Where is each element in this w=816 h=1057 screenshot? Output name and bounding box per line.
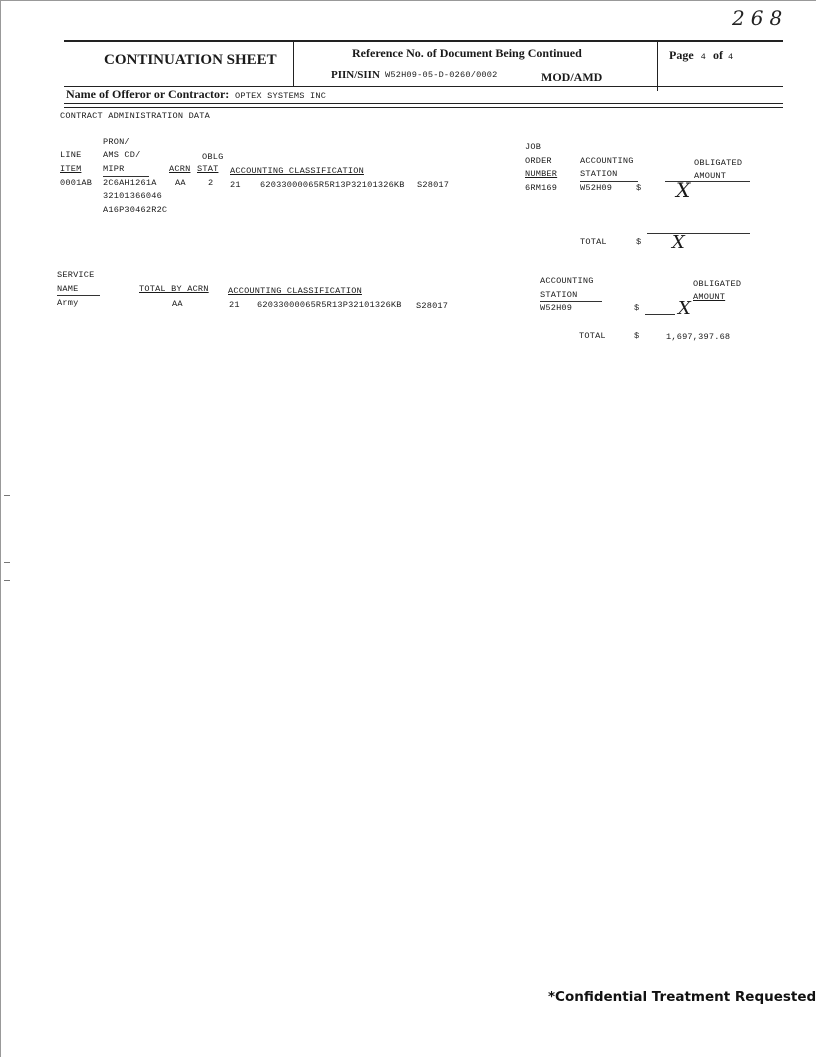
header-line-item: LINE [60, 150, 82, 160]
header-underline [103, 176, 149, 177]
header-oblg-stat: OBLG [202, 152, 224, 162]
total-currency: $ [634, 331, 640, 341]
offeror-label: Name of Offeror or Contractor: [66, 87, 230, 101]
section-rule [64, 107, 783, 108]
header-divider [657, 41, 658, 91]
header-pron: PRON/ [103, 137, 130, 147]
header-accounting-station: ACCOUNTING [540, 276, 594, 286]
oblg-stat-value: 2 [208, 178, 214, 188]
total-label: TOTAL [580, 237, 607, 247]
header-job-order: NUMBER [525, 169, 558, 179]
header-oblg-stat: STAT [197, 164, 219, 174]
currency-symbol: $ [634, 303, 640, 313]
pron-value: 2C6AH1261A [103, 178, 157, 188]
header-divider [293, 41, 294, 86]
station-value: W52H09 [580, 183, 613, 193]
header-obligated-amount: AMOUNT [694, 171, 727, 181]
header-total-by-acrn: TOTAL BY ACRN [139, 284, 209, 294]
offeror-value: OPTEX SYSTEMS INC [235, 91, 327, 101]
class-code-value: 21 [229, 300, 240, 310]
page-left-edge [0, 0, 1, 1057]
line-item-value: 0001AB [60, 178, 93, 188]
header-line-item: ITEM [60, 164, 82, 174]
amount-rule [645, 314, 675, 315]
page-current: 4 [700, 52, 707, 62]
service-name-value: Army [57, 298, 79, 308]
edge-mark [4, 495, 10, 496]
header-obligated-amount: AMOUNT [693, 292, 726, 302]
piin-value: W52H09-05-D-0260/0002 [385, 70, 498, 80]
header-underline [57, 295, 100, 296]
header-job-order: JOB [525, 142, 542, 152]
confidential-note: *Confidential Treatment Requested [548, 989, 816, 1005]
mod-amd-label: MOD/AMD [541, 70, 603, 84]
ams-cd-value: 32101366046 [103, 191, 162, 201]
redaction-mark: X [678, 298, 691, 319]
acrn-value: AA [172, 299, 183, 309]
total-currency: $ [636, 237, 642, 247]
header-obligated-amount: OBLIGATED [693, 279, 742, 289]
total-value: 1,697,397.68 [666, 332, 731, 342]
header-accounting-station: STATION [540, 290, 578, 300]
header-underline [580, 181, 638, 182]
handwritten-page-mark: 268 [732, 6, 789, 30]
job-order-value: 6RM169 [525, 183, 558, 193]
header-accounting-station: STATION [580, 169, 618, 179]
header-obligated-amount: OBLIGATED [694, 158, 743, 168]
edge-mark [4, 562, 10, 563]
classification-suffix: S28017 [416, 301, 449, 311]
station-value: W52H09 [540, 303, 573, 313]
total-label: TOTAL [579, 331, 606, 341]
classification-suffix: S28017 [417, 180, 450, 190]
currency-symbol: $ [636, 183, 642, 193]
header-job-order: ORDER [525, 156, 552, 166]
piin-label: PIIN/SIIN [331, 69, 380, 81]
header-pron: AMS CD/ [103, 150, 141, 160]
mipr-value: A16P30462R2C [103, 205, 168, 215]
sheet-title: CONTINUATION SHEET [104, 52, 277, 68]
header-service-name: SERVICE [57, 270, 95, 280]
reference-label: Reference No. of Document Being Continued [352, 46, 582, 60]
classification-value: 62033000065R5R13P32101326KB [257, 300, 402, 310]
edge-mark [4, 580, 10, 581]
header-accounting-classification: ACCOUNTING CLASSIFICATION [230, 166, 364, 176]
classification-value: 62033000065R5R13P32101326KB [260, 180, 405, 190]
section-title: CONTRACT ADMINISTRATION DATA [60, 111, 210, 121]
page-top-edge [0, 0, 816, 1]
page-number [669, 48, 733, 63]
redaction-mark: X [676, 178, 691, 202]
header-top-rule [64, 40, 783, 42]
total-rule [647, 233, 750, 234]
redaction-mark: X [672, 232, 685, 253]
header-service-name: NAME [57, 284, 79, 294]
class-code-value: 21 [230, 180, 241, 190]
header-underline [540, 301, 602, 302]
page-label: Page [669, 48, 694, 62]
page-total: 4 [728, 52, 734, 62]
header-accounting-station: ACCOUNTING [580, 156, 634, 166]
header-pron: MIPR [103, 164, 125, 174]
page-of: of [713, 48, 724, 62]
acrn-value: AA [175, 178, 186, 188]
header-acrn: ACRN [169, 164, 191, 174]
header-accounting-classification: ACCOUNTING CLASSIFICATION [228, 286, 362, 296]
header-bottom-rule [64, 103, 783, 104]
